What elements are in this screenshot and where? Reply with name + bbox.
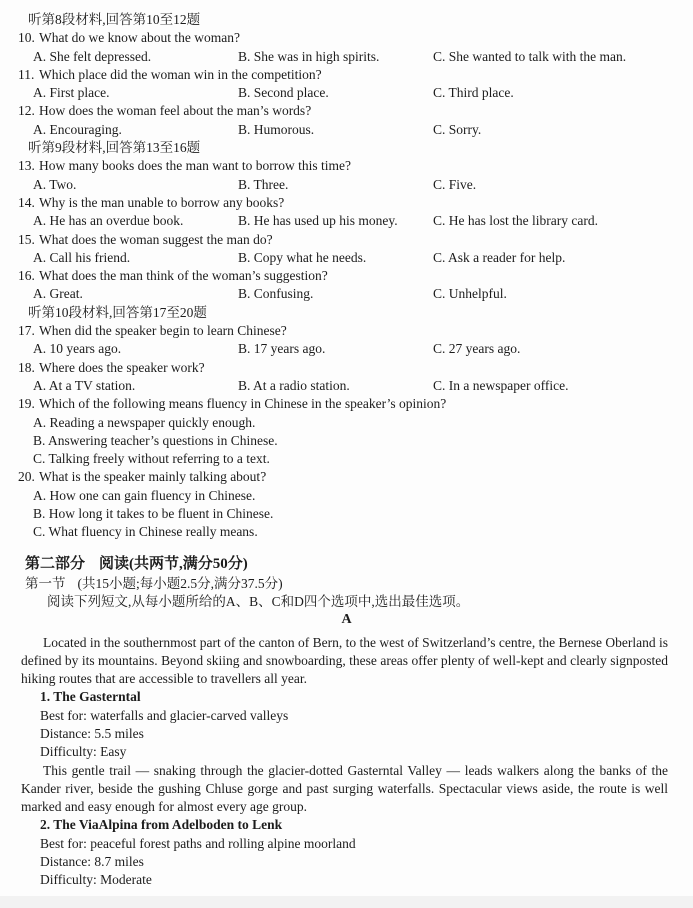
option-b: B. Three. <box>238 176 289 192</box>
question-14 <box>18 194 693 212</box>
question-number: 11. <box>18 66 35 82</box>
question-number: 16. <box>18 268 35 284</box>
options-row-16 <box>33 285 693 303</box>
option-c: C. 27 years ago. <box>433 341 521 357</box>
option-c: C. Sorry. <box>433 121 482 137</box>
trail-1-description: This gentle trail — snaking through the glacier-dotted Gasterntal Valley — leads walkers along the banks of the Kander river, beside the gushing Chluse gorge and past surging waterfalls. Spectacular views aside, the route is well marked and easy enough for almost every age group. <box>21 762 668 815</box>
reading-section <box>0 553 693 890</box>
option-b: B. At a radio station. <box>238 377 350 393</box>
option-b: B. How long it takes to be fluent in Chinese. <box>33 506 274 522</box>
option-b: B. Confusing. <box>238 286 314 302</box>
material-header-8: 听第8段材料,回答第10至12题 <box>28 12 201 27</box>
trail-2-difficulty: Difficulty: Moderate <box>40 872 152 888</box>
material-header-9: 听第9段材料,回答第13至16题 <box>28 140 201 156</box>
options-row-14 <box>33 212 693 230</box>
passage-intro-paragraph: Located in the southernmost part of the canton of Bern, to the west of Switzerland’s centre, the Bernese Oberland is defined by its mountains. Beyond skiing and snowboarding, these areas offer plenty of well-kept and clearly signposted hiking routes that are accessible to travellers all year. <box>21 634 668 687</box>
question-number: 15. <box>18 231 35 247</box>
options-row-18 <box>33 377 693 395</box>
question-text: What do we know about the woman? <box>39 30 240 46</box>
question-13 <box>18 157 693 175</box>
option-a: A. Call his friend. <box>33 249 131 265</box>
question-text: Why is the man unable to borrow any books? <box>39 194 285 210</box>
question-number: 18. <box>18 359 35 375</box>
scan-edge-band <box>0 896 693 908</box>
options-row-10 <box>33 48 693 66</box>
section1-title-text: (共15小题;每小题2.5分,满分37.5分) <box>77 575 283 591</box>
option-c: C. In a newspaper office. <box>433 377 569 393</box>
option-a: A. Reading a newspaper quickly enough. <box>33 414 256 430</box>
options-row-11 <box>33 84 693 102</box>
question-number: 20. <box>18 469 35 485</box>
option-b: B. He has used up his money. <box>238 213 398 229</box>
option-a: A. 10 years ago. <box>33 341 122 357</box>
question-number: 19. <box>18 396 35 412</box>
question-text: How does the woman feel about the man’s words? <box>39 103 312 119</box>
option-b: B. 17 years ago. <box>238 341 326 357</box>
question-11 <box>18 66 693 84</box>
option-b: B. She was in high spirits. <box>238 48 380 64</box>
trail-1-difficulty: Difficulty: Easy <box>40 744 127 760</box>
option-c: C. What fluency in Chinese really means. <box>33 524 258 540</box>
question-text: Where does the speaker work? <box>39 359 205 375</box>
option-a: A. She felt depressed. <box>33 48 152 64</box>
options-row-17 <box>33 340 693 358</box>
option-b: B. Second place. <box>238 85 329 101</box>
option-a: A. Two. <box>33 176 77 192</box>
option-c: C. Talking freely without referring to a text. <box>33 451 270 467</box>
option-c: C. She wanted to talk with the man. <box>433 48 627 64</box>
option-a: A. At a TV station. <box>33 377 136 393</box>
question-text: What does the woman suggest the man do? <box>39 231 273 247</box>
option-b: B. Answering teacher’s questions in Chinese. <box>33 432 278 448</box>
option-c: C. Five. <box>433 176 477 192</box>
trail-1-distance: Distance: 5.5 miles <box>40 725 144 741</box>
question-10 <box>18 29 693 47</box>
question-number: 10. <box>18 30 35 46</box>
section1-title <box>25 575 693 593</box>
trail-2-heading: 2. The ViaAlpina from Adelboden to Lenk <box>40 817 283 833</box>
question-19 <box>18 395 693 413</box>
question-20 <box>18 468 693 486</box>
option-c: C. Third place. <box>433 85 514 101</box>
trail-2-distance: Distance: 8.7 miles <box>40 854 144 870</box>
trail-1-best-for: Best for: waterfalls and glacier-carved valleys <box>40 707 289 723</box>
question-number: 14. <box>18 194 35 210</box>
question-text: When did the speaker begin to learn Chinese? <box>39 323 287 339</box>
material-header-10: 听第10段材料,回答第17至20题 <box>28 304 207 320</box>
question-text: Which place did the woman win in the competition? <box>39 66 322 82</box>
option-a: A. He has an overdue book. <box>33 213 184 229</box>
question-17 <box>18 322 693 340</box>
part2-title <box>25 553 693 575</box>
part2-title-text: 阅读(共两节,满分50分) <box>99 555 248 572</box>
options-row-15 <box>33 249 693 267</box>
question-text: How many books does the man want to borrow this time? <box>39 158 351 174</box>
option-a: A. First place. <box>33 85 110 101</box>
question-number: 17. <box>18 323 35 339</box>
option-b: B. Copy what he needs. <box>238 249 367 265</box>
section1-label: 第一节 <box>25 575 66 591</box>
question-text: Which of the following means fluency in Chinese in the speaker’s opinion? <box>39 396 447 412</box>
listening-section <box>0 11 693 542</box>
question-15 <box>18 231 693 249</box>
question-12 <box>18 102 693 120</box>
question-text: What is the speaker mainly talking about? <box>39 469 267 485</box>
passage-a-label: A <box>341 612 352 628</box>
question-18 <box>18 359 693 377</box>
options-row-13 <box>33 176 693 194</box>
reading-instruction: 阅读下列短文,从每小题所给的A、B、C和D四个选项中,选出最佳选项。 <box>47 593 470 609</box>
option-c: C. Ask a reader for help. <box>433 249 566 265</box>
option-b: B. Humorous. <box>238 121 315 137</box>
options-row-12 <box>33 121 693 139</box>
question-16 <box>18 267 693 285</box>
option-a: A. How one can gain fluency in Chinese. <box>33 487 256 503</box>
trail-1-heading: 1. The Gasterntal <box>40 689 141 705</box>
question-number: 13. <box>18 158 35 174</box>
question-text: What does the man think of the woman’s suggestion? <box>39 268 328 284</box>
option-a: A. Encouraging. <box>33 121 122 137</box>
option-c: C. He has lost the library card. <box>433 213 598 229</box>
part2-label: 第二部分 <box>25 555 86 572</box>
question-number: 12. <box>18 103 35 119</box>
trail-2-best-for: Best for: peaceful forest paths and rolling alpine moorland <box>40 835 356 851</box>
option-c: C. Unhelpful. <box>433 286 507 302</box>
option-a: A. Great. <box>33 286 83 302</box>
